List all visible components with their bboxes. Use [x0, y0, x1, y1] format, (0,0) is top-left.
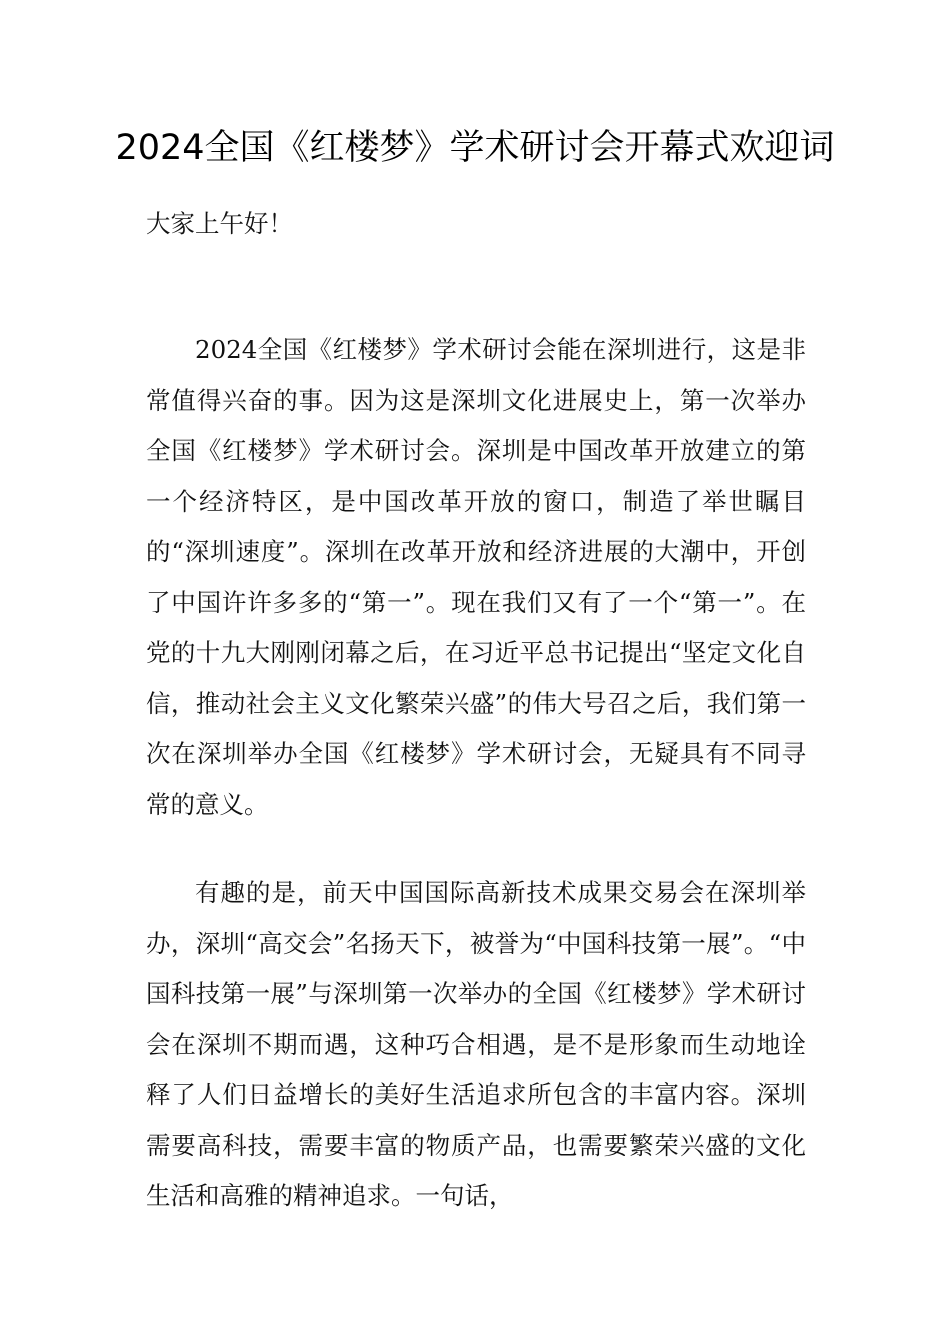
paragraph-2: 有趣的是，前天中国国际高新技术成果交易会在深圳举办，深圳“高交会”名扬天下，被誉为“中国科技第一展”。“中国科技第一展”与深圳第一次举办的全国《红楼梦》学术研讨会在深圳不期而遇，这种巧合相遇，是不是形象而生动地诠释了人们日益增长的美好生活追求所包含的丰富内容。深圳需要高科技，需要丰富的物质产品，也需要繁荣兴盛的文化生活和高雅的精神追求。一句话， [146, 878, 806, 1210]
paragraph-1: 2024全国《红楼梦》学术研讨会能在深圳进行，这是非常值得兴奋的事。因为这是深圳文化进展史上，第一次举办全国《红楼梦》学术研讨会。深圳是中国改革开放建立的第一个经济特区，是中国改革开放的窗口，制造了举世瞩目的“深圳速度”。深圳在改革开放和经济进展的大潮中，开创了中国许许多多的“第一”。现在我们又有了一个“第一”。在党的十九大刚刚闭幕之后，在习近平总书记提出“坚定文化自信，推动社会主义文化繁荣兴盛”的伟大号召之后，我们第一次在深圳举办全国《红楼梦》学术研讨会，无疑具有不同寻常的意义。 [146, 335, 806, 819]
document-title: 2024全国《红楼梦》学术研讨会开幕式欢迎词 [115, 128, 835, 168]
greeting: 大家上午好！ [146, 209, 293, 238]
